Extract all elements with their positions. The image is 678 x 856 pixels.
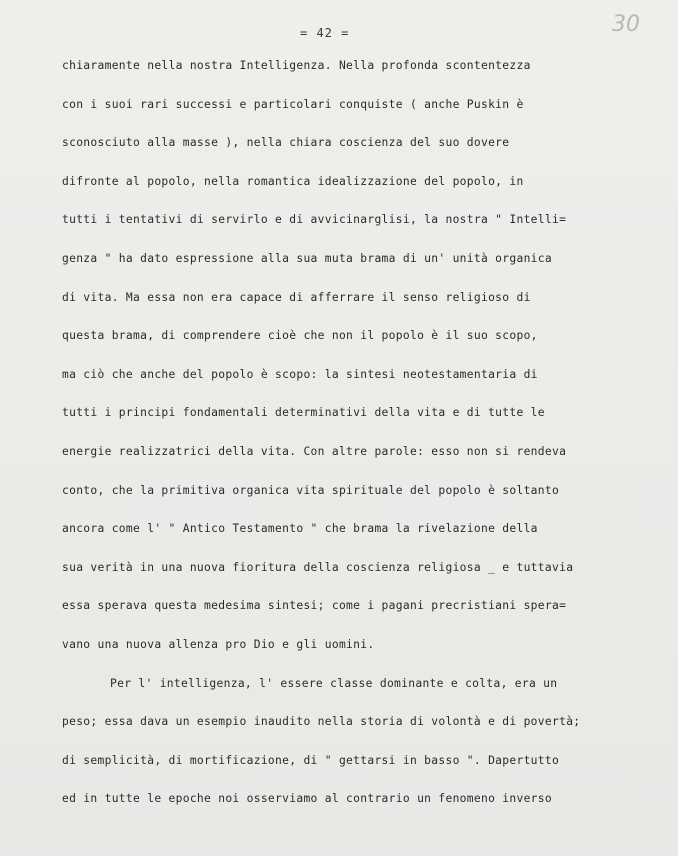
text-line: tutti i principi fondamentali determinativi della vita e di tutte le (62, 406, 545, 420)
text-line: essa sperava questa medesima sintesi; come i pagani precristiani spera= (62, 599, 567, 613)
text-line: ancora come l' " Antico Testamento " che brama la rivelazione della (62, 522, 538, 536)
text-line: conto, che la primitiva organica vita spirituale del popolo è soltanto (62, 483, 560, 497)
text-line: tutti i tentativi di servirlo e di avvicinarglisi, la nostra " Intelli= (62, 213, 567, 227)
text-line: ed in tutte le epoche noi osserviamo al contrario un fenomeno inverso (62, 792, 552, 806)
text-line: sconosciuto alla masse ), nella chiara coscienza del suo dovere (62, 136, 510, 150)
body-text (62, 60, 662, 832)
text-line: sua verità in una nuova fioritura della coscienza religiosa _ e tuttavia (62, 560, 574, 574)
text-line: peso; essa dava un esempio inaudito nella storia di volontà e di povertà; (62, 715, 581, 729)
text-line: ma ciò che anche del popolo è scopo: la sintesi neotestamentaria di (62, 367, 538, 381)
text-line: energie realizzatrici della vita. Con altre parole: esso non si rendeva (62, 444, 567, 458)
page-number: = 42 = (300, 26, 350, 40)
text-line: di semplicità, di mortificazione, di " gettarsi in basso ". Dapertutto (62, 753, 560, 767)
text-line: con i suoi rari successi e particolari conquiste ( anche Puskin è (62, 97, 524, 111)
text-line: vano una nuova allenza pro Dio e gli uomini. (62, 637, 375, 651)
text-line: questa brama, di comprendere cioè che non il popolo è il suo scopo, (62, 329, 538, 343)
handwritten-margin-mark: 30 (612, 12, 640, 37)
text-line-paragraph-start: Per l' intelligenza, l' essere classe dominante e colta, era un (110, 676, 558, 690)
text-line: difronte al popolo, nella romantica idealizzazione del popolo, in (62, 174, 524, 188)
text-line: di vita. Ma essa non era capace di afferrare il senso religioso di (62, 290, 531, 304)
text-line: genza " ha dato espressione alla sua muta brama di un' unità organica (62, 251, 552, 265)
text-line: chiaramente nella nostra Intelligenza. Nella profonda scontentezza (62, 59, 531, 72)
